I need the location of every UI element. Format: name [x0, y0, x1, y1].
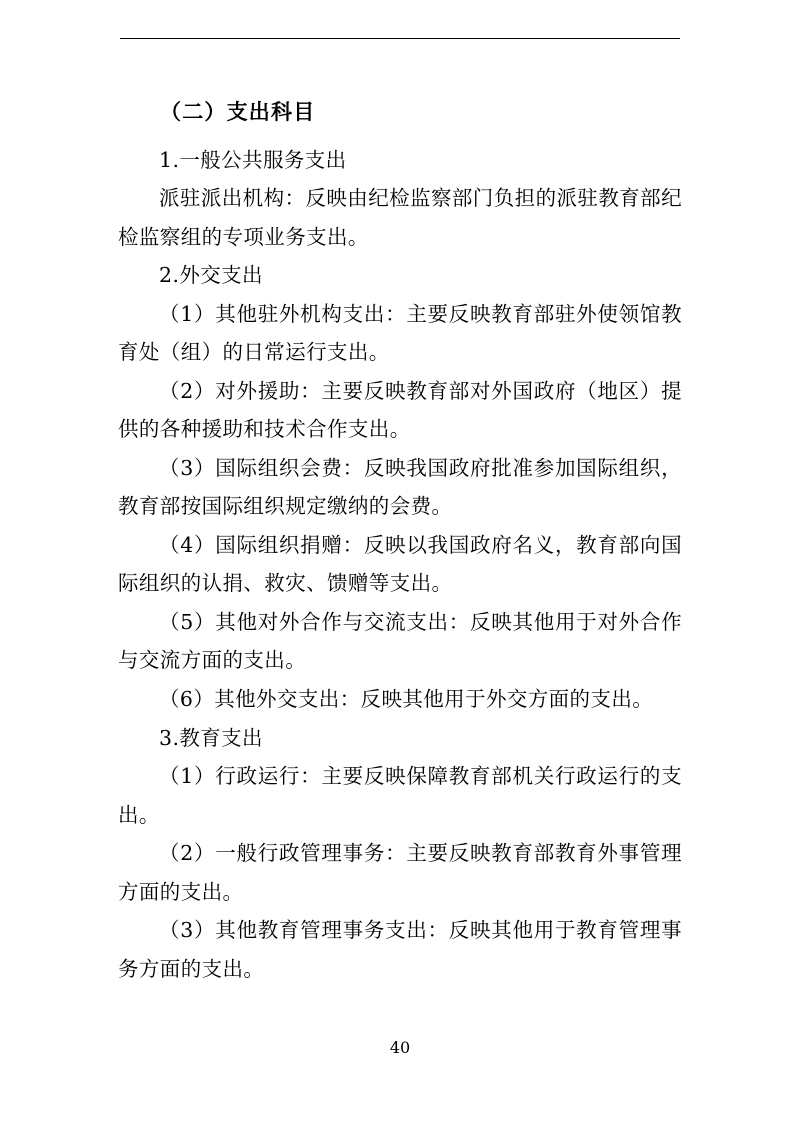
paragraph: （2）对外援助：主要反映教育部对外国政府（地区）提供的各种援助和技术合作支出。 [118, 378, 682, 442]
paragraph: （6）其他外交支出：反映其他用于外交方面的支出。 [159, 686, 654, 711]
paragraph: 3.教育支出 [159, 725, 263, 750]
paragraph: （1）行政运行：主要反映保障教育部机关行政运行的支出。 [118, 764, 682, 827]
paragraph: （4）国际组织捐赠：反映以我国政府名义，教育部向国际组织的认捐、救灾、馈赠等支出。 [118, 532, 682, 596]
paragraph: （1）其他驻外机构支出：主要反映教育部驻外使领馆教育处（组）的日常运行支出。 [118, 301, 682, 365]
paragraph: （3）其他教育管理事务支出：反映其他用于教育管理事务方面的支出。 [118, 918, 682, 981]
header-rule [120, 38, 680, 39]
paragraph: （2）一般行政管理事务：主要反映教育部教育外事管理方面的支出。 [118, 841, 682, 904]
paragraph: 2.外交支出 [159, 263, 263, 288]
paragraph: （3）国际组织会费：反映我国政府批准参加国际组织，教育部按国际组织规定缴纳的会费。 [118, 455, 682, 519]
paragraph: 派驻派出机构：反映由纪检监察部门负担的派驻教育部纪检监察组的专项业务支出。 [118, 186, 682, 249]
document-body [118, 96, 682, 988]
page-number: 40 [389, 1038, 411, 1057]
paragraph: （5）其他对外合作与交流支出：反映其他用于对外合作与交流方面的支出。 [118, 609, 682, 673]
section-heading: （二）支出科目 [160, 99, 316, 124]
paragraph: 1.一般公共服务支出 [159, 147, 347, 172]
